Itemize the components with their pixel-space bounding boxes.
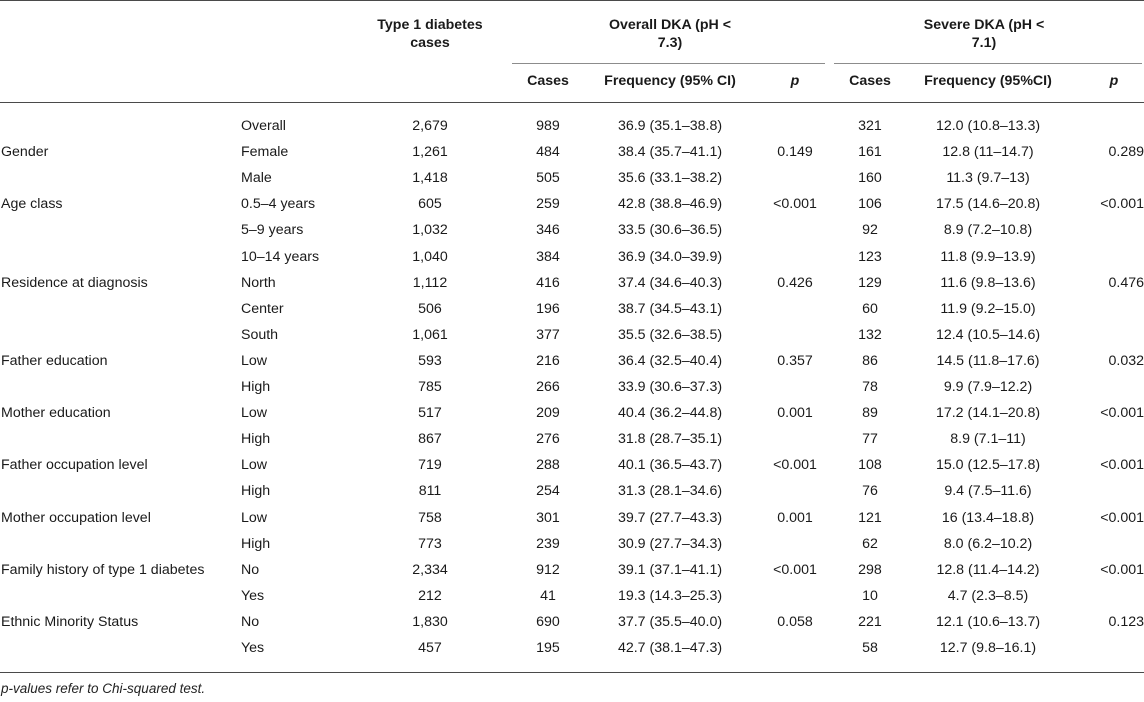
row-severe-cases: 106 bbox=[858, 196, 882, 212]
row-category: Low bbox=[241, 405, 268, 421]
row-severe-cases: 62 bbox=[862, 536, 878, 552]
row-category: Female bbox=[241, 144, 289, 160]
row-category: Overall bbox=[241, 118, 286, 134]
row-severe-cases: 321 bbox=[858, 118, 882, 134]
row-severe-frequency: 12.1 (10.6–13.7) bbox=[935, 614, 1041, 630]
row-overall-frequency: 37.4 (34.6–40.3) bbox=[617, 275, 723, 291]
row-severe-frequency: 12.4 (10.5–14.6) bbox=[935, 327, 1041, 343]
row-type1-cases: 758 bbox=[418, 510, 442, 526]
row-category: Center bbox=[241, 301, 284, 317]
row-type1-cases: 2,334 bbox=[412, 562, 448, 578]
row-overall-frequency: 40.1 (36.5–43.7) bbox=[617, 457, 723, 473]
row-overall-frequency: 36.9 (34.0–39.9) bbox=[617, 249, 723, 265]
row-type1-cases: 867 bbox=[418, 431, 442, 447]
row-severe-p: <0.001 bbox=[1100, 510, 1144, 526]
row-overall-cases: 276 bbox=[536, 431, 560, 447]
row-severe-frequency: 8.9 (7.2–10.8) bbox=[943, 222, 1033, 238]
row-overall-cases: 912 bbox=[536, 562, 560, 578]
row-severe-cases: 78 bbox=[862, 379, 878, 395]
row-severe-frequency: 11.8 (9.9–13.9) bbox=[940, 249, 1036, 265]
row-overall-cases: 377 bbox=[536, 327, 560, 343]
row-overall-cases: 196 bbox=[536, 301, 560, 317]
row-type1-cases: 506 bbox=[418, 301, 442, 317]
row-severe-cases: 161 bbox=[858, 144, 882, 160]
row-severe-p: <0.001 bbox=[1100, 196, 1144, 212]
row-category: Low bbox=[241, 510, 268, 526]
row-group: Ethnic Minority Status bbox=[1, 614, 139, 630]
row-overall-cases: 259 bbox=[536, 196, 560, 212]
row-group: Gender bbox=[1, 144, 49, 160]
overall-frequency-header: Frequency (95% CI) bbox=[604, 73, 736, 89]
row-group: Father education bbox=[1, 353, 108, 369]
row-overall-frequency: 35.5 (32.6–38.5) bbox=[617, 327, 723, 343]
row-category: No bbox=[241, 614, 260, 630]
row-severe-p: <0.001 bbox=[1100, 405, 1144, 421]
row-overall-frequency: 19.3 (14.3–25.3) bbox=[617, 588, 723, 604]
row-severe-cases: 160 bbox=[858, 170, 882, 186]
row-overall-cases: 209 bbox=[536, 405, 560, 421]
row-severe-cases: 132 bbox=[858, 327, 882, 343]
row-type1-cases: 1,112 bbox=[412, 275, 448, 291]
row-overall-frequency: 31.3 (28.1–34.6) bbox=[617, 483, 723, 499]
row-overall-frequency: 36.4 (32.5–40.4) bbox=[617, 353, 723, 369]
row-severe-frequency: 17.5 (14.6–20.8) bbox=[935, 196, 1041, 212]
footnote: p-values refer to Chi-squared test. bbox=[1, 681, 206, 696]
row-category: High bbox=[241, 483, 271, 499]
row-severe-frequency: 4.7 (2.3–8.5) bbox=[947, 588, 1029, 604]
row-overall-cases: 216 bbox=[536, 353, 560, 369]
row-type1-cases: 811 bbox=[418, 483, 442, 499]
row-overall-frequency: 38.7 (34.5–43.1) bbox=[617, 301, 723, 317]
row-category: 5–9 years bbox=[241, 222, 304, 238]
row-overall-frequency: 42.7 (38.1–47.3) bbox=[617, 640, 723, 656]
row-severe-cases: 60 bbox=[862, 301, 878, 317]
row-overall-frequency: 37.7 (35.5–40.0) bbox=[617, 614, 723, 630]
row-severe-cases: 92 bbox=[862, 222, 878, 238]
row-group: Father occupation level bbox=[1, 457, 148, 473]
row-type1-cases: 773 bbox=[418, 536, 442, 552]
row-group: Family history of type 1 diabetes bbox=[1, 562, 205, 578]
row-overall-cases: 989 bbox=[536, 118, 560, 134]
row-category: Yes bbox=[241, 588, 265, 604]
row-overall-frequency: 33.5 (30.6–36.5) bbox=[617, 222, 723, 238]
row-overall-frequency: 39.7 (27.7–43.3) bbox=[617, 510, 723, 526]
row-severe-p: 0.289 bbox=[1108, 144, 1144, 160]
row-severe-cases: 10 bbox=[862, 588, 878, 604]
row-overall-cases: 288 bbox=[536, 457, 560, 473]
severe-dka-header: Severe DKA (pH < 7.1) bbox=[923, 17, 1045, 51]
row-overall-p: <0.001 bbox=[773, 457, 817, 473]
row-overall-p: 0.001 bbox=[777, 510, 813, 526]
row-severe-frequency: 8.0 (6.2–10.2) bbox=[943, 536, 1033, 552]
row-category: North bbox=[241, 275, 276, 291]
row-category: South bbox=[241, 327, 279, 343]
row-overall-cases: 41 bbox=[540, 588, 556, 604]
header-bottom-rule bbox=[0, 102, 1144, 103]
row-overall-p: 0.001 bbox=[777, 405, 813, 421]
row-category: 0.5–4 years bbox=[241, 196, 316, 212]
row-overall-cases: 254 bbox=[536, 483, 560, 499]
row-severe-cases: 89 bbox=[862, 405, 878, 421]
row-type1-cases: 593 bbox=[418, 353, 442, 369]
row-severe-frequency: 9.4 (7.5–11.6) bbox=[944, 483, 1032, 499]
row-severe-frequency: 12.7 (9.8–16.1) bbox=[939, 640, 1037, 656]
row-overall-frequency: 40.4 (36.2–44.8) bbox=[617, 405, 723, 421]
row-overall-p: <0.001 bbox=[773, 562, 817, 578]
row-group: Mother education bbox=[1, 405, 111, 421]
row-category: Yes bbox=[241, 640, 265, 656]
row-severe-frequency: 12.8 (11–14.7) bbox=[942, 144, 1034, 160]
row-type1-cases: 1,040 bbox=[412, 249, 448, 265]
row-category: High bbox=[241, 536, 271, 552]
row-severe-frequency: 8.9 (7.1–11) bbox=[950, 431, 1026, 447]
row-overall-frequency: 39.1 (37.1–41.1) bbox=[617, 562, 723, 578]
row-overall-p: 0.357 bbox=[777, 353, 813, 369]
row-severe-cases: 121 bbox=[858, 510, 882, 526]
type1-header: Type 1 diabetes cases bbox=[377, 17, 483, 51]
row-type1-cases: 605 bbox=[418, 196, 442, 212]
severe-frequency-header: Frequency (95%CI) bbox=[924, 73, 1052, 89]
row-type1-cases: 457 bbox=[418, 640, 442, 656]
row-overall-cases: 346 bbox=[536, 222, 560, 238]
row-group: Age class bbox=[1, 196, 63, 212]
row-severe-frequency: 11.6 (9.8–13.6) bbox=[940, 275, 1036, 291]
row-group: Mother occupation level bbox=[1, 510, 151, 526]
row-type1-cases: 1,830 bbox=[412, 614, 448, 630]
table-bottom-rule bbox=[0, 672, 1144, 673]
row-type1-cases: 1,032 bbox=[412, 222, 448, 238]
row-severe-cases: 58 bbox=[862, 640, 878, 656]
row-severe-p: 0.123 bbox=[1108, 614, 1144, 630]
row-severe-frequency: 12.0 (10.8–13.3) bbox=[935, 118, 1041, 134]
row-type1-cases: 2,679 bbox=[412, 118, 448, 134]
row-overall-frequency: 31.8 (28.7–35.1) bbox=[617, 431, 723, 447]
row-overall-frequency: 33.9 (30.6–37.3) bbox=[617, 379, 723, 395]
row-category: No bbox=[241, 562, 260, 578]
row-category: Low bbox=[241, 353, 268, 369]
overall-p-header: p bbox=[790, 73, 800, 89]
row-severe-cases: 129 bbox=[858, 275, 882, 291]
row-type1-cases: 719 bbox=[418, 457, 442, 473]
row-severe-cases: 77 bbox=[862, 431, 878, 447]
row-severe-cases: 123 bbox=[858, 249, 882, 265]
row-severe-cases: 76 bbox=[862, 483, 878, 499]
row-severe-frequency: 14.5 (11.8–17.6) bbox=[936, 353, 1040, 369]
row-severe-frequency: 11.9 (9.2–15.0) bbox=[940, 301, 1036, 317]
row-overall-cases: 505 bbox=[536, 170, 560, 186]
severe-p-header: p bbox=[1109, 73, 1119, 89]
row-overall-frequency: 38.4 (35.7–41.1) bbox=[617, 144, 723, 160]
row-overall-cases: 301 bbox=[536, 510, 560, 526]
row-severe-frequency: 9.9 (7.9–12.2) bbox=[943, 379, 1033, 395]
row-severe-frequency: 17.2 (14.1–20.8) bbox=[935, 405, 1041, 421]
row-severe-cases: 298 bbox=[858, 562, 882, 578]
row-severe-p: 0.476 bbox=[1108, 275, 1144, 291]
row-type1-cases: 1,261 bbox=[412, 144, 448, 160]
row-overall-frequency: 30.9 (27.7–34.3) bbox=[617, 536, 723, 552]
row-severe-cases: 221 bbox=[858, 614, 882, 630]
row-severe-cases: 108 bbox=[858, 457, 882, 473]
top-rule bbox=[0, 0, 1144, 1]
row-severe-p: <0.001 bbox=[1100, 457, 1144, 473]
row-overall-p: 0.426 bbox=[777, 275, 813, 291]
row-category: Low bbox=[241, 457, 268, 473]
row-type1-cases: 1,418 bbox=[412, 170, 448, 186]
row-severe-frequency: 16 (13.4–18.8) bbox=[941, 510, 1035, 526]
row-overall-p: 0.149 bbox=[777, 144, 813, 160]
row-severe-frequency: 11.3 (9.7–13) bbox=[946, 170, 1030, 186]
overall-cases-header: Cases bbox=[527, 73, 569, 89]
row-type1-cases: 1,061 bbox=[412, 327, 448, 343]
row-category: Male bbox=[241, 170, 272, 186]
row-category: 10–14 years bbox=[241, 249, 320, 265]
row-overall-frequency: 42.8 (38.8–46.9) bbox=[617, 196, 723, 212]
row-overall-cases: 195 bbox=[536, 640, 560, 656]
row-overall-cases: 484 bbox=[536, 144, 560, 160]
row-type1-cases: 785 bbox=[418, 379, 442, 395]
row-overall-cases: 239 bbox=[536, 536, 560, 552]
row-overall-cases: 690 bbox=[536, 614, 560, 630]
row-category: High bbox=[241, 379, 271, 395]
row-overall-cases: 266 bbox=[536, 379, 560, 395]
row-severe-cases: 86 bbox=[862, 353, 878, 369]
row-severe-p: 0.032 bbox=[1108, 353, 1144, 369]
overall-dka-header: Overall DKA (pH < 7.3) bbox=[608, 17, 732, 51]
row-category: High bbox=[241, 431, 271, 447]
row-overall-frequency: 35.6 (33.1–38.2) bbox=[617, 170, 723, 186]
row-group: Residence at diagnosis bbox=[1, 275, 148, 291]
row-overall-cases: 384 bbox=[536, 249, 560, 265]
row-severe-frequency: 12.8 (11.4–14.2) bbox=[936, 562, 1040, 578]
row-overall-frequency: 36.9 (35.1–38.8) bbox=[617, 118, 723, 134]
row-overall-p: <0.001 bbox=[773, 196, 817, 212]
row-severe-p: <0.001 bbox=[1100, 562, 1144, 578]
severe-cases-header: Cases bbox=[849, 73, 891, 89]
row-severe-frequency: 15.0 (12.5–17.8) bbox=[935, 457, 1041, 473]
row-type1-cases: 212 bbox=[418, 588, 442, 604]
row-overall-cases: 416 bbox=[536, 275, 560, 291]
severe-dka-underline bbox=[834, 63, 1142, 64]
row-overall-p: 0.058 bbox=[777, 614, 813, 630]
overall-dka-underline bbox=[512, 63, 825, 64]
row-type1-cases: 517 bbox=[418, 405, 442, 421]
